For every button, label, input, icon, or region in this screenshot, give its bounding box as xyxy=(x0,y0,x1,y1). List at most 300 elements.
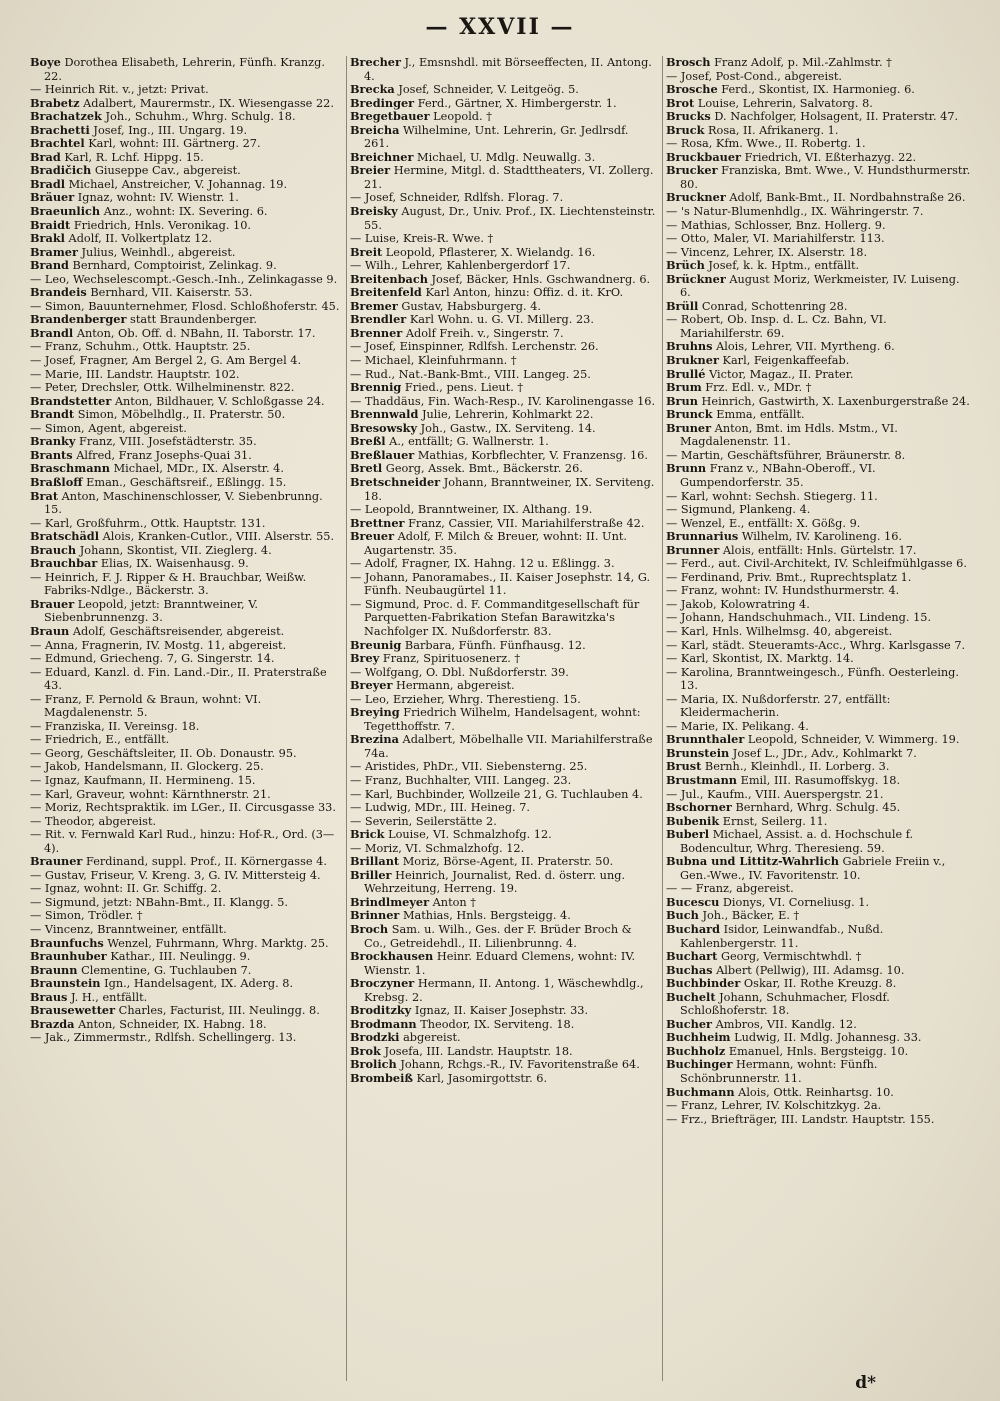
entry-surname: Brennwald xyxy=(350,407,419,422)
directory-entry xyxy=(666,571,973,585)
entry-surname: Brunnthaler xyxy=(666,732,745,747)
entry-surname: Brot xyxy=(666,95,695,110)
entry-text: — Leo, Erzieher, Whrg. Therestieng. 15. xyxy=(350,692,581,706)
entry-surname: Braunn xyxy=(30,962,78,977)
entry-surname: Braunfuchs xyxy=(30,935,104,950)
entry-text: Michael, Anstreicher, V. Johannag. 19. xyxy=(68,177,288,191)
directory-entry xyxy=(666,557,973,571)
entry-text: — Marie, IX. Pelikang. 4. xyxy=(666,719,809,733)
directory-entry xyxy=(350,733,657,760)
directory-entry xyxy=(666,503,973,517)
directory-entry xyxy=(350,1018,657,1032)
entry-surname: Brolich xyxy=(350,1057,397,1072)
directory-entry xyxy=(30,720,341,734)
entry-text: Simon, Möbelhdlg., II. Praterstr. 50. xyxy=(77,408,286,422)
directory-entry xyxy=(350,191,657,205)
entry-surname: Brakl xyxy=(30,231,65,246)
directory-entry xyxy=(350,97,657,111)
entry-text: Anton, Ob. Off. d. NBahn, II. Taborstr. 17. xyxy=(76,326,316,340)
entry-text: — Johann, Panoramabes., II. Kaiser Josephstr. 14, G. Fünfh. Neubaugürtel 11. xyxy=(350,570,651,598)
entry-text: Barbara, Fünfh. Fünfhausg. 12. xyxy=(404,638,586,652)
directory-entry xyxy=(666,530,973,544)
directory-entry xyxy=(666,191,973,205)
directory-entry xyxy=(350,693,657,707)
entry-text: Leopold. † xyxy=(433,110,492,124)
entry-text: — Friedrich, E., entfällt. xyxy=(30,733,170,747)
entry-surname: Buchmann xyxy=(666,1084,735,1099)
directory-entry xyxy=(666,368,973,382)
directory-entry xyxy=(30,788,341,802)
directory-entry xyxy=(666,408,973,422)
directory-entry xyxy=(30,408,341,422)
entry-surname: Brandstetter xyxy=(30,393,112,408)
entry-surname: Braidt xyxy=(30,217,71,232)
directory-entry xyxy=(666,449,973,463)
directory-entry xyxy=(350,1004,657,1018)
entry-surname: Brodzki xyxy=(350,1030,400,1045)
entry-text: J., Emsnshdl. mit Börseeffecten, II. Antong. 4. xyxy=(364,56,652,83)
directory-entry xyxy=(350,923,657,950)
entry-surname: Buchheim xyxy=(666,1030,731,1045)
directory-entry xyxy=(30,923,341,937)
entry-text: — Martin, Geschäftsführer, Bräunerstr. 8. xyxy=(666,448,906,462)
entry-text: Eman., Geschäftsreif., Eßlingg. 15. xyxy=(86,475,287,489)
entry-surname: Breitenfeld xyxy=(350,285,422,300)
directory-entry xyxy=(350,259,657,273)
entry-surname: Brunstein xyxy=(666,745,730,760)
entry-text: — Simon, Trödler. † xyxy=(30,909,143,923)
entry-surname: Breisky xyxy=(350,204,398,219)
entry-surname: Bruner xyxy=(666,420,712,435)
directory-entry xyxy=(666,964,973,978)
entry-text: Charles, Facturist, III. Neulingg. 8. xyxy=(118,1004,320,1018)
directory-entry xyxy=(30,1004,341,1018)
directory-entry xyxy=(350,110,657,124)
entry-text: — Leopold, Branntweiner, IX. Althang. 19. xyxy=(350,503,593,517)
entry-surname: Breitenbach xyxy=(350,271,428,286)
directory-entry xyxy=(30,490,341,517)
directory-entry xyxy=(350,476,657,503)
directory-entry xyxy=(666,1018,973,1032)
entry-text: Adolf, Geschäftsreisender, abgereist. xyxy=(72,624,285,638)
entry-text: — Adolf, Fragner, IX. Hahng. 12 u. Eßlingg. 3. xyxy=(350,557,615,571)
entry-surname: Brok xyxy=(350,1043,381,1058)
entry-text: — Vincenz, Lehrer, IX. Alserstr. 18. xyxy=(666,245,868,259)
entry-text: Anz., wohnt: IX. Severing. 6. xyxy=(103,205,268,219)
directory-entry xyxy=(350,435,657,449)
entry-text: — Wilh., Lehrer, Kahlenbergerdorf 17. xyxy=(350,259,571,273)
entry-text: — Heinrich Rit. v., jetzt: Privat. xyxy=(30,83,209,97)
entry-text: — Theodor, abgereist. xyxy=(30,814,157,828)
entry-text: Leopold, jetzt: Branntweiner, V. Siebenbrunnenzg. 3. xyxy=(44,597,259,625)
directory-entry xyxy=(350,896,657,910)
entry-text: Leopold, Pflasterer, X. Wielandg. 16. xyxy=(385,245,596,259)
entry-text: Ignaz, wohnt: IV. Wienstr. 1. xyxy=(77,191,239,205)
entry-text: Leopold, Schneider, V. Wimmerg. 19. xyxy=(747,733,960,747)
entry-text: Dionys, VI. Corneliusg. 1. xyxy=(722,895,870,909)
entry-text: — Karolina, Branntweingesch., Fünfh. Oesterleing. 13. xyxy=(666,665,959,693)
entry-surname: Braunstein xyxy=(30,976,101,991)
entry-text: Johann, Skontist, VII. Zieglerg. 4. xyxy=(79,543,272,557)
entry-text: Albert (Pellwig), III. Adamsg. 10. xyxy=(716,963,905,977)
entry-surname: Bretl xyxy=(350,461,383,476)
directory-entry xyxy=(666,273,973,300)
entry-text: — Franz, Lehrer, IV. Kolschitzkyg. 2a. xyxy=(666,1099,882,1113)
entry-text: Ludwig, II. Mdlg. Johannesg. 33. xyxy=(734,1031,922,1045)
directory-entry xyxy=(350,205,657,232)
entry-surname: Brachtel xyxy=(30,136,85,151)
directory-entry xyxy=(666,381,973,395)
directory-entry xyxy=(30,151,341,165)
directory-entry xyxy=(30,178,341,192)
directory-entry xyxy=(30,97,341,111)
entry-text: Louise, Lehrerin, Salvatorg. 8. xyxy=(697,96,873,110)
entry-surname: Brick xyxy=(350,827,385,842)
directory-entry xyxy=(350,855,657,869)
directory-entry xyxy=(30,517,341,531)
entry-text: Mathias, Korbflechter, V. Franzensg. 16. xyxy=(417,448,648,462)
directory-entry xyxy=(666,882,973,896)
directory-entry xyxy=(30,964,341,978)
directory-entry xyxy=(666,815,973,829)
entry-surname: Breunig xyxy=(350,637,402,652)
directory-entry xyxy=(350,395,657,409)
entry-text: Karl, Jasomirgottstr. 6. xyxy=(416,1072,548,1086)
entry-text: Georg, Vermischtwhdl. † xyxy=(720,950,862,964)
directory-entry xyxy=(350,164,657,191)
entry-text: — Josef, Einspinner, Rdlfsh. Lerchenstr. 26. xyxy=(350,340,599,354)
entry-surname: Brandeis xyxy=(30,285,87,300)
entry-text: Franz, Cassier, VII. Mariahilferstraße 42. xyxy=(408,516,645,530)
entry-surname: Buberl xyxy=(666,827,710,842)
directory-entry xyxy=(30,232,341,246)
directory-entry xyxy=(666,855,973,882)
entry-text: — Karl, Großfuhrm., Ottk. Hauptstr. 131. xyxy=(30,516,266,530)
directory-entry xyxy=(666,422,973,449)
directory-entry xyxy=(666,747,973,761)
directory-entry xyxy=(666,950,973,964)
entry-text: — Gustav, Friseur, V. Kreng. 3, G. IV. Mittersteig 4. xyxy=(30,868,321,882)
entry-surname: Brunner xyxy=(666,542,720,557)
directory-entry xyxy=(350,760,657,774)
directory-entry xyxy=(30,191,341,205)
entry-surname: Breßl xyxy=(350,434,386,449)
entry-surname: Buchard xyxy=(666,922,721,936)
entry-surname: Buchart xyxy=(666,949,718,964)
entry-text: Michael, Assist. a. d. Hochschule f. Bodencultur, Whrg. Theresieng. 59. xyxy=(680,828,914,855)
directory-entry xyxy=(666,693,973,720)
entry-text: — Josef, Schneider, Rdlfsh. Florag. 7. xyxy=(350,191,564,205)
directory-entry xyxy=(30,774,341,788)
entry-surname: Brezina xyxy=(350,732,399,747)
directory-entry xyxy=(350,232,657,246)
directory-entry xyxy=(350,449,657,463)
entry-surname: Braßloff xyxy=(30,474,83,489)
entry-text: Michael, U. Mdlg. Neuwallg. 3. xyxy=(417,150,596,164)
entry-surname: Bremer xyxy=(350,298,398,313)
signature-mark: d* xyxy=(855,1373,876,1393)
entry-text: — Moriz, Rechtspraktik. im LGer., II. Circusgasse 33. xyxy=(30,801,336,815)
entry-text: Hermann, II. Antong. 1, Wäschewhdlg., Krebsg. 2. xyxy=(364,977,644,1004)
entry-text: Julius, Weinhdl., abgereist. xyxy=(81,245,236,259)
entry-surname: Buchholz xyxy=(666,1043,726,1058)
directory-entry xyxy=(30,760,341,774)
directory-entry xyxy=(350,869,657,896)
entry-text: — Johann, Handschuhmach., VII. Lindeng. 15. xyxy=(666,611,932,625)
entry-surname: Brabetz xyxy=(30,95,80,110)
directory-entry xyxy=(666,70,973,84)
entry-text: — Jakob, Handelsmann, II. Glockerg. 25. xyxy=(30,760,264,774)
entry-surname: Brosche xyxy=(666,82,718,97)
entry-text: Elias, IX. Waisenhausg. 9. xyxy=(100,557,249,571)
directory-entry xyxy=(30,1031,341,1045)
entry-text: Adolf, Bank-Bmt., II. Nordbahnstraße 26. xyxy=(729,191,966,205)
entry-text: Karl Anton, hinzu: Offiz. d. it. KrO. xyxy=(425,286,624,300)
directory-entry xyxy=(30,557,341,571)
directory-entry xyxy=(666,598,973,612)
entry-text: Anton, Schneider, IX. Habng. 18. xyxy=(78,1017,267,1031)
entry-surname: Bruckbauer xyxy=(666,149,741,164)
directory-entry xyxy=(666,151,973,165)
directory-entry xyxy=(666,774,973,788)
directory-entry xyxy=(666,246,973,260)
directory-entry xyxy=(350,815,657,829)
directory-entry xyxy=(30,313,341,327)
directory-entry xyxy=(666,490,973,504)
directory-entry xyxy=(666,720,973,734)
entry-text: — Otto, Maler, VI. Mariahilferstr. 113. xyxy=(666,232,885,246)
entry-text: — Jakob, Kolowratring 4. xyxy=(666,597,810,611)
entry-text: — Ferdinand, Priv. Bmt., Ruprechtsplatz 1. xyxy=(666,570,912,584)
entry-surname: Brullé xyxy=(666,366,706,381)
directory-entry xyxy=(666,909,973,923)
directory-entry xyxy=(666,395,973,409)
entry-surname: Boye xyxy=(30,56,61,69)
directory-entry xyxy=(30,747,341,761)
directory-entry xyxy=(30,909,341,923)
directory-entry xyxy=(30,462,341,476)
entry-text: Kathar., III. Neulingg. 9. xyxy=(110,950,251,964)
directory-entry xyxy=(350,354,657,368)
entry-surname: Buchbinder xyxy=(666,976,741,991)
page-number: — XXVII — xyxy=(425,14,575,40)
directory-entry xyxy=(350,909,657,923)
entry-text: statt Braundenberger. xyxy=(130,313,257,327)
entry-text: — Severin, Seilerstätte 2. xyxy=(350,814,497,828)
entry-text: Josef, Bäcker, Hnls. Gschwandnerg. 6. xyxy=(431,272,651,286)
directory-entry xyxy=(350,950,657,977)
directory-entry xyxy=(350,571,657,598)
entry-text: — Thaddäus, Fin. Wach-Resp., IV. Karolinengasse 16. xyxy=(350,394,656,408)
directory-entry xyxy=(666,219,973,233)
entry-text: J. H., entfällt. xyxy=(71,990,148,1004)
entry-text: — Franz, F. Pernold & Braun, wohnt: VI. Magdalenenstr. 5. xyxy=(30,692,262,720)
entry-text: — Maria, IX. Nußdorferstr. 27, entfällt: Kleidermacherin. xyxy=(666,692,891,720)
entry-text: Anton, Bmt. im Hdls. Mstm., VI. Magdalenenstr. 11. xyxy=(680,421,898,449)
directory-entry xyxy=(30,354,341,368)
entry-surname: Braunhuber xyxy=(30,949,107,964)
entry-text: — Sigmund, jetzt: NBahn-Bmt., II. Klangg. 5. xyxy=(30,895,288,909)
entry-surname: Breicha xyxy=(350,122,400,137)
entry-surname: Brachatzek xyxy=(30,109,102,124)
entry-surname: Brendler xyxy=(350,312,407,327)
entry-surname: Brust xyxy=(666,759,702,774)
directory-entry xyxy=(666,517,973,531)
entry-text: — 's Natur-Blumenhdlg., IX. Währingerstr. 7. xyxy=(666,205,924,219)
entry-text: — Anna, Fragnerin, IV. Mostg. 11, abgereist. xyxy=(30,638,287,652)
directory-entry xyxy=(30,219,341,233)
directory-entry xyxy=(666,313,973,340)
entry-surname: Bucescu xyxy=(666,894,720,909)
entry-surname: Breying xyxy=(350,705,400,720)
entry-text: — Jak., Zimmermstr., Rdlfsh. Schellingerg. 13. xyxy=(30,1031,297,1045)
entry-surname: Brettner xyxy=(350,515,405,530)
entry-surname: Brecher xyxy=(350,56,401,69)
entry-text: August Moriz, Werkmeister, IV. Luiseng. 6. xyxy=(680,272,960,300)
entry-surname: Bubna und Littitz-Wahrlich xyxy=(666,854,839,869)
directory-entry xyxy=(30,56,341,83)
entry-surname: Brombeiß xyxy=(350,1071,413,1086)
entry-surname: Broch xyxy=(350,922,389,936)
directory-entry xyxy=(350,1045,657,1059)
entry-surname: Brauch xyxy=(30,542,77,557)
entry-surname: Braus xyxy=(30,989,68,1004)
column-1 xyxy=(30,56,343,1381)
entry-surname: Brausewetter xyxy=(30,1003,116,1018)
entry-surname: Brandt xyxy=(30,407,75,422)
entry-text: Alfred, Franz Josephs-Quai 31. xyxy=(76,448,252,462)
entry-surname: Buch xyxy=(666,908,699,923)
entry-text: Ferd., Skontist, IX. Harmonieg. 6. xyxy=(721,83,915,97)
entry-surname: Brauer xyxy=(30,596,75,611)
directory-entry xyxy=(350,517,657,531)
directory-entry xyxy=(666,56,973,70)
entry-text: — Ignaz, Kaufmann, II. Hermineng. 15. xyxy=(30,773,256,787)
entry-surname: Brüll xyxy=(666,298,699,313)
entry-surname: Brenner xyxy=(350,325,403,340)
entry-text: — Karl, Skontist, IX. Marktg. 14. xyxy=(666,652,854,666)
entry-text: August, Dr., Univ. Prof., IX. Liechtensteinstr. 55. xyxy=(364,205,656,232)
directory-entry xyxy=(30,422,341,436)
entry-text: Heinrich, Gastwirth, X. Laxenburgerstraße 24. xyxy=(701,394,970,408)
entry-surname: Broditzky xyxy=(350,1003,412,1018)
entry-text: — Robert, Ob. Insp. d. L. Cz. Bahn, VI. Mariahilferstr. 69. xyxy=(666,313,887,340)
entry-text: — Aristides, PhDr., VII. Siebensterng. 25. xyxy=(350,760,588,774)
directory-entry xyxy=(666,611,973,625)
entry-text: Josef, Schneider, V. Leitgeög. 5. xyxy=(398,83,579,97)
entry-text: Giuseppe Cav., abgereist. xyxy=(94,164,241,178)
entry-text: Franziska, Bmt. Wwe., V. Hundsthurmerstr. 80. xyxy=(680,164,971,191)
directory-entry xyxy=(30,571,341,598)
columns-container xyxy=(30,56,975,1381)
entry-text: Hermann, wohnt: Fünfh. Schönbrunnerstr. 11. xyxy=(680,1058,878,1086)
directory-entry xyxy=(666,1045,973,1059)
directory-entry xyxy=(30,205,341,219)
directory-entry xyxy=(350,801,657,815)
entry-text: — Josef, Fragner, Am Bergel 2, G. Am Bergel 4. xyxy=(30,354,302,368)
entry-text: Alois, Ottk. Reinhartsg. 10. xyxy=(738,1085,894,1099)
entry-surname: Bruhns xyxy=(666,339,713,354)
directory-entry xyxy=(350,652,657,666)
directory-entry xyxy=(30,286,341,300)
directory-entry xyxy=(350,598,657,639)
entry-text: Conrad, Schottenring 28. xyxy=(701,299,848,313)
directory-entry xyxy=(30,652,341,666)
entry-surname: Brum xyxy=(666,380,702,395)
directory-entry xyxy=(30,625,341,639)
entry-text: Karl Wohn. u. G. VI. Millerg. 23. xyxy=(409,313,594,327)
directory-entry xyxy=(350,151,657,165)
directory-entry xyxy=(666,137,973,151)
entry-text: Alois, Lehrer, VII. Myrtheng. 6. xyxy=(716,340,895,354)
entry-text: Bernhard, Comptoirist, Zelinkag. 9. xyxy=(72,259,277,273)
entry-text: Bernh., Kleinhdl., II. Lorberg. 3. xyxy=(704,760,890,774)
directory-entry xyxy=(350,530,657,557)
directory-entry xyxy=(350,83,657,97)
directory-entry xyxy=(666,801,973,815)
directory-entry xyxy=(30,937,341,951)
entry-surname: Brad xyxy=(30,149,61,164)
entry-text: — Ignaz, wohnt: II. Gr. Schiffg. 2. xyxy=(30,882,222,896)
entry-text: Hermann, abgereist. xyxy=(396,679,515,693)
directory-entry xyxy=(666,1086,973,1100)
entry-surname: Brandenberger xyxy=(30,312,127,327)
entry-surname: Bredinger xyxy=(350,95,415,110)
entry-text: — Ludwig, MDr., III. Heineg. 7. xyxy=(350,801,531,815)
entry-surname: Breit xyxy=(350,244,383,259)
directory-entry xyxy=(350,842,657,856)
directory-entry xyxy=(666,639,973,653)
entry-text: Karl, Feigenkaffeefab. xyxy=(722,354,850,368)
entry-text: Friedrich Wilhelm, Handelsagent, wohnt: Tegetthoffstr. 7. xyxy=(364,706,641,733)
directory-entry xyxy=(666,259,973,273)
entry-surname: Brants xyxy=(30,447,73,462)
entry-surname: Brukner xyxy=(666,353,719,368)
directory-entry xyxy=(666,1058,973,1085)
entry-surname: Brockhausen xyxy=(350,949,434,964)
entry-text: Johann, Schuhmacher, Flosdf. Schloßhoferstr. 18. xyxy=(680,990,890,1018)
directory-entry xyxy=(666,666,973,693)
entry-text: Fried., pens. Lieut. † xyxy=(404,381,524,395)
entry-text: Karl, R. Lchf. Hippg. 15. xyxy=(64,150,204,164)
directory-entry xyxy=(30,544,341,558)
column-2 xyxy=(346,56,659,1381)
entry-text: Joh., Bäcker, E. † xyxy=(702,909,800,923)
entry-surname: Brückner xyxy=(666,271,726,286)
entry-surname: Bschorner xyxy=(666,800,732,815)
entry-text: — Peter, Drechsler, Ottk. Wilhelminenstr. 822. xyxy=(30,381,295,395)
entry-text: Gustav, Habsburgerg. 4. xyxy=(401,299,542,313)
entry-surname: Buchinger xyxy=(666,1057,733,1072)
entry-surname: Bruckner xyxy=(666,190,726,205)
directory-entry xyxy=(666,788,973,802)
entry-text: — Karl, Graveur, wohnt: Kärnthnerstr. 21. xyxy=(30,787,271,801)
entry-text: Josefa, III. Landstr. Hauptstr. 18. xyxy=(384,1044,573,1058)
directory-entry xyxy=(350,666,657,680)
directory-entry xyxy=(30,259,341,273)
entry-text: Georg, Assek. Bmt., Bäckerstr. 26. xyxy=(385,462,583,476)
entry-text: — Heinrich, F. J. Ripper & H. Brauchbar, Weißw. Fabriks-Ndlge., Bäckerstr. 3. xyxy=(30,570,307,598)
entry-surname: Bubenik xyxy=(666,813,720,828)
directory-entry xyxy=(350,788,657,802)
entry-text: — — Franz, abgereist. xyxy=(666,882,794,896)
directory-entry xyxy=(350,286,657,300)
entry-text: Victor, Magaz., II. Prater. xyxy=(709,367,854,381)
entry-surname: Brauner xyxy=(30,854,83,869)
directory-entry xyxy=(30,639,341,653)
directory-entry xyxy=(30,246,341,260)
entry-surname: Brat xyxy=(30,488,59,503)
